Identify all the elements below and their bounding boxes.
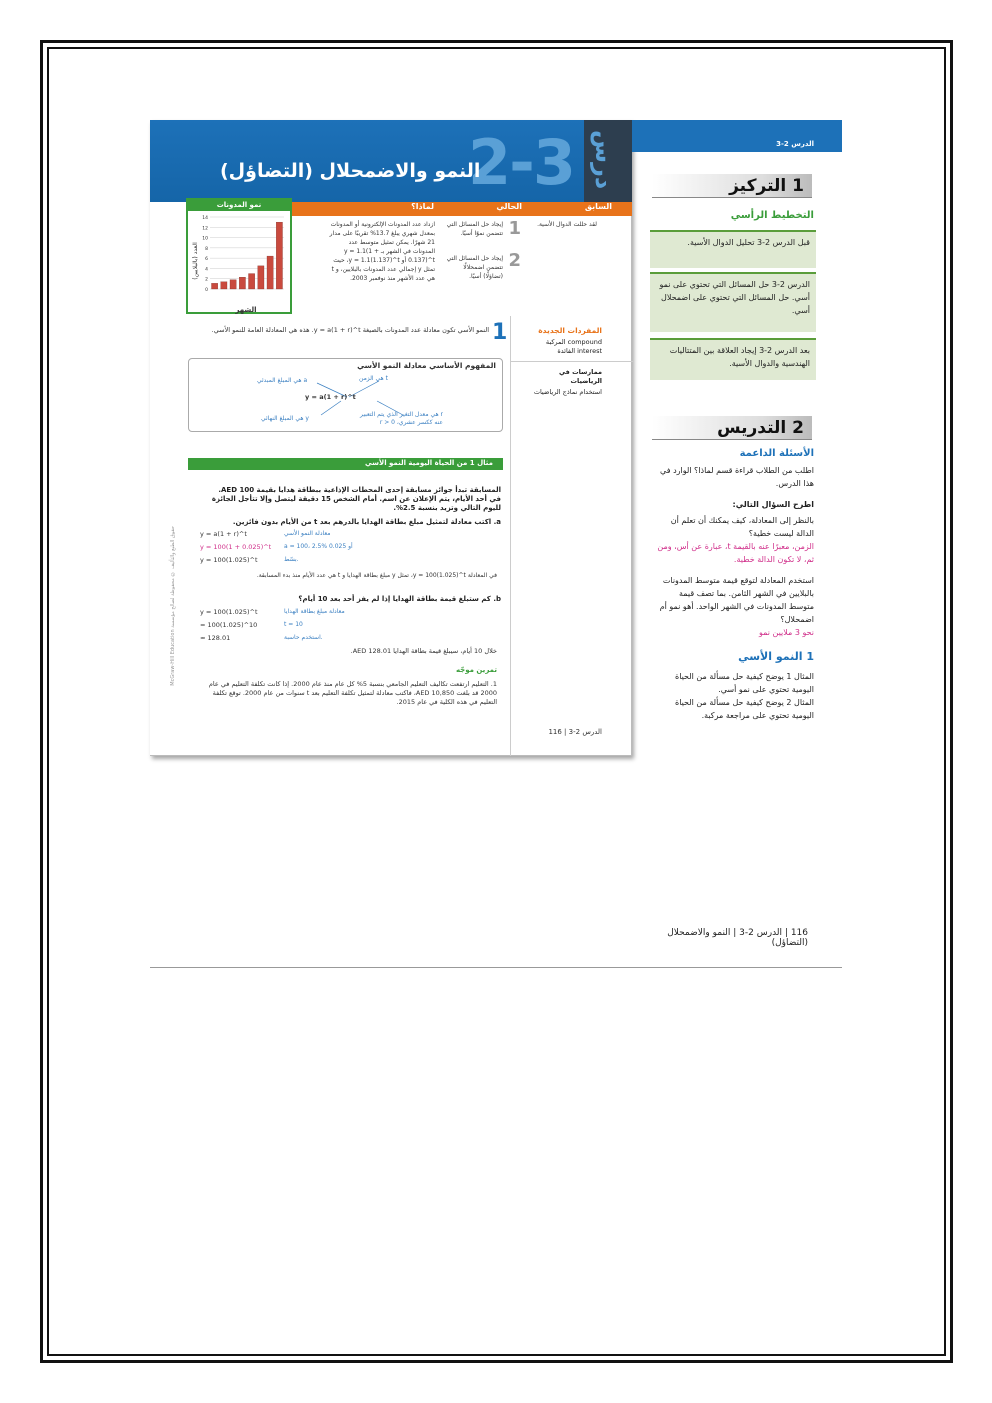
math-line-2: y = 100(1 + 0.025)^t (200, 543, 272, 551)
focus-header: 1 التركيز (652, 174, 812, 198)
sidebar-vocab (510, 316, 632, 756)
note-5: t = 10 (284, 621, 303, 628)
objectives-bar (290, 202, 632, 216)
chart-y-tick: 12 (202, 226, 208, 232)
copyright: McGraw-Hill Education حقوق الطبع والتأليف © محفوظة لصالح مؤسسة (170, 526, 176, 686)
chart-xlabel: الشهر (235, 306, 257, 314)
teach-header: 2 التدريس (652, 416, 812, 440)
example-q1: المسابقة تبدأ جوائز مسابقة إحدى المحطات الإذاعية ببطاقة هدايا بقيمة 100 AED. (218, 486, 501, 494)
student-page-number: 116 | الدرس 2-3 (548, 728, 602, 736)
math-line-4: y = 100(1.025)^t (200, 608, 258, 616)
why-text: ازداد عدد المدونات الإلكترونية أو المدونات بمعدل شهري يبلغ 13.7% تقريبًا على مدار 21 شهرًا. يمكن تمثيل متوسط عدد المدونات في الشهر بـ y = 1.1(1 + 0.137)^t أو y = 1.1(1.137)^t، حيث تمثل y إجمالي عدد المدونات بالبلايين، و t هي عدد الأشهر منذ نوفمبر 2003. (329, 221, 435, 282)
chart-y-tick: 2 (205, 277, 208, 283)
chart-y-tick: 4 (205, 267, 208, 273)
example-conclusion: في المعادلة y = 100(1.025)^t، تمثل y مبلغ بطاقة الهدايا و t هي عدد الأيام منذ بدء المسابقة. (256, 572, 497, 579)
bottom-rule (150, 967, 842, 968)
kc-r: r هي معدل التغير الذي يتم التعبير عنه ككسر عشري، 0 < r (360, 411, 443, 426)
chart-y-tick: 0 (205, 288, 208, 293)
example-1-note: المثال 1 يوضح كيفية حل مسألة من الحياة اليومية تحتوي على نمو أسي. (675, 672, 814, 694)
growth-head: 1 النمو الأسي (738, 650, 814, 663)
practice-text: استخدام نماذج الرياضيات (533, 388, 602, 396)
now-text-2: إيجاد حل المسائل التي تتضمن اضمحلالًا (تضاؤلًا) أسيًا. (446, 255, 503, 280)
chart-bar (221, 282, 227, 289)
key-concept-formula: y = a(1 + r)^t (305, 393, 356, 401)
now-num-1: 1 (508, 218, 521, 239)
note-3: بسّط. (284, 556, 299, 563)
page-footer: 116 | الدرس 2-3 | النمو والاضمحلال (التضاؤل) (667, 928, 808, 948)
vocab-1: compound المركبة (545, 338, 602, 346)
ask-head: اطرح السؤال التالي: (732, 500, 814, 509)
prev-label: السابق (584, 202, 612, 211)
chart-y-tick: 10 (202, 236, 208, 242)
chart-bar (239, 277, 245, 289)
chart-title: نمو المدونات (188, 200, 290, 211)
key-concept-box (188, 358, 503, 432)
scaffolding-text: اطلب من الطلاب قراءة قسم لماذا؟ الوارد في هذا الدرس. (660, 466, 814, 488)
question-1: بالنظر إلى المعادلة، كيف يمكنك أن تعلم أن الدالة ليست خطية؟ (670, 516, 814, 538)
example-q2: في أحد الأيام، يتم الإعلان عن اسم. أمام الشخص 15 دقيقة ليتصل وإلا تتأجل الجائزة (211, 495, 501, 503)
after-box: بعد الدرس 2-3 إيجاد العلاقة بين المتتاليات الهندسية والدوال الأسية. (650, 338, 816, 380)
chart-bar (258, 266, 264, 289)
book-spread (150, 120, 842, 970)
kc-y: y هي المبلغ النهائي (261, 415, 309, 422)
chart-svg (188, 211, 290, 314)
chart-bar (230, 280, 236, 289)
section-1-text: النمو الأسي تكون معادلة عدد المدونات بالصيغة y = a(1 + r)^t. هذه هي المعادلة العامة للنمو الأسي. (211, 326, 489, 334)
kc-a: a هي المبلغ المبدئي (257, 377, 308, 384)
key-concept-head: المفهوم الأساسي معادلة النمو الأسي (357, 361, 496, 370)
before-box: قبل الدرس 2-3 تحليل الدوال الأسية. (650, 230, 816, 268)
vocab-head: المفردات الجديدة (538, 326, 602, 335)
lesson-side-tab: درس (584, 120, 632, 202)
math-line-1: y = a(1 + r)^t (200, 530, 247, 538)
lesson-number: 2-3 (468, 126, 575, 199)
blog-growth-chart (186, 198, 292, 314)
question-1-answer: الزمن، معبرًا عنه بالقيمة t، عبارة عن أس، ومن ثم، لا تكون الدالة خطية. (657, 542, 814, 564)
guided-practice-head: تمرين موجّه (455, 666, 497, 674)
guided-practice-text: 1. التعليم ارتفعت تكاليف التعليم الجامعي بنسبة 5% كل عام منذ عام 2000. إذا كانت تكلفة التعليم في عام 2000 قد بلغت AED 10,850، فاكتب معادلة لتمثيل تكلفة التعليم بعد t سنوات من عام 2000. توقع تكلفة التعليم في هذه الكلية في عام 2015. (208, 680, 497, 706)
lesson-title: النمو والاضمحلال (التضاؤل) (220, 160, 481, 182)
why-label: لماذا؟ (411, 202, 434, 211)
math-line-6: ≈ 128.01 (200, 634, 231, 642)
during-box: الدرس 2-3 حل المسائل التي تحتوي على نمو أسي. حل المسائل التي تحتوي على اضمحلال أسي. (650, 272, 816, 332)
math-line-5: = 100(1.025)^10 (200, 621, 258, 629)
practice-head: ممارسات في الرياضيات (558, 368, 602, 385)
kc-t: t هي الزمن (359, 375, 388, 382)
chart-y-tick: 8 (205, 246, 208, 252)
vertical-planning: التخطيط الرأسي (730, 210, 814, 221)
vocab-2: interest الفائدة (557, 347, 602, 355)
now-text-1: إيجاد حل المسائل التي تتضمن نموًا أسيًا. (446, 221, 503, 237)
teacher-strip: الدرس 2-3 (632, 120, 842, 152)
example-q3: لليوم التالي وتزيد بنسبة 2.5%. (393, 504, 501, 512)
question-2-answer: نحو 3 ملايين نمو (758, 628, 814, 637)
chart-ylabel: العدد (بالبلايين) (192, 242, 199, 280)
lesson-banner (150, 120, 632, 202)
example-part-a: a. اكتب معادلة لتمثيل مبلغ بطاقة الهدايا بالدرهم بعد t من الأيام بدون فائزين. (232, 518, 501, 526)
example-result: خلال 10 أيام، سيبلغ قيمة بطاقة الهدايا AED 128.01. (350, 647, 497, 655)
note-1: معادلة النمو الأسي (284, 530, 331, 537)
chart-bar (212, 283, 218, 289)
chart-bar (267, 256, 273, 289)
example-part-b: b. كم ستبلغ قيمة بطاقة الهدايا إذا لم يفز أحد بعد 10 أيام؟ (298, 595, 501, 603)
math-line-3: y = 100(1.025)^t (200, 556, 258, 564)
prev-text: لقد حللت الدوال الأسية. (537, 221, 597, 228)
section-1-number: 1 (492, 320, 508, 345)
example-2-note: المثال 2 يوضح كيفية حل مسألة من الحياة اليومية تحتوي على مراجعة مركبة. (675, 698, 814, 720)
student-page (150, 120, 632, 756)
note-2: a = 100، 2.5% أو 0.025 (284, 543, 353, 550)
chart-y-tick: 14 (202, 216, 208, 221)
note-6: استخدم حاسبة. (284, 634, 323, 641)
scaffolding-head: الأسئلة الداعمة (739, 448, 814, 459)
chart-y-tick: 6 (205, 257, 208, 263)
note-4: معادلة مبلغ بطاقة الهدايا (284, 608, 345, 615)
chart-bar (249, 274, 255, 289)
question-2: استخدم المعادلة لتوقع قيمة متوسط المدونات بالبلايين في الشهر الثامن. بما تصف قيمة متوسط المدونات في الشهر الواحد. أهو نمو أم اضمحلال؟ (659, 576, 814, 624)
teacher-column (632, 120, 842, 970)
now-num-2: 2 (508, 250, 521, 271)
chart-bar (276, 222, 282, 289)
now-label: الحالي (496, 202, 522, 211)
example-1-header: مثال 1 من الحياة اليومية النمو الأسي (188, 458, 503, 470)
